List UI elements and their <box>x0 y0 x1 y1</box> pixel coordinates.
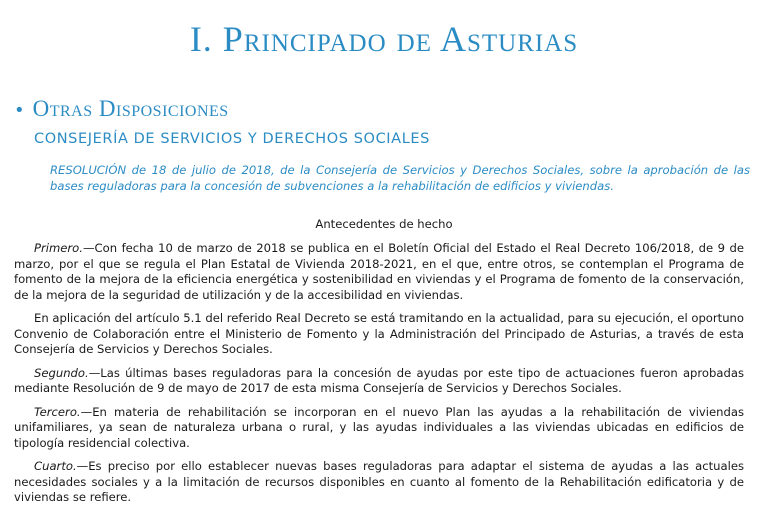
paragraph-aplicacion <box>14 311 744 358</box>
consejeria-title: CONSEJERÍA DE SERVICIOS Y DERECHOS SOCIALES <box>34 131 430 147</box>
section-title: I. Principado de Asturias <box>189 19 579 59</box>
subsection-heading <box>14 96 229 122</box>
paragraph-lead: Segundo. <box>34 365 89 380</box>
paragraph-text: —Es preciso por ello establecer nuevas bases reguladoras para adaptar el sistema de ayudas a las actuales necesidades sociales y a la limitación de recursos disponibles en cuanto al fomento de la Rehabilitación edificatoria y de viviendas se refiere. <box>14 459 744 504</box>
document-body <box>14 241 744 514</box>
paragraph-text: —Las últimas bases reguladoras para la concesión de ayudas por este tipo de actuaciones fueron aprobadas mediante Resolución de 9 de mayo de 2017 de esta misma Consejería de Servicios y Derechos Sociales. <box>14 365 744 395</box>
paragraph-lead: Tercero. <box>34 404 81 419</box>
paragraph-segundo <box>14 366 744 397</box>
resolucion-summary: RESOLUCIÓN de 18 de julio de 2018, de la Consejería de Servicios y Derechos Sociales, sobre la aprobación de las bases reguladoras para la concesión de subvenciones a la rehabilitación de edificios y viviendas. <box>50 163 750 193</box>
paragraph-text: —En materia de rehabilitación se incorporan en el nuevo Plan las ayudas a la rehabilitación de viviendas unifamiliares, ya sean de naturaleza urbana o rural, y las ayudas individuales a las viviendas ubicadas en edificios de tipología residencial colectiva. <box>14 404 744 450</box>
bullet-icon: • <box>14 100 25 121</box>
paragraph-lead: Cuarto. <box>34 459 77 473</box>
paragraph-tercero <box>14 405 744 452</box>
paragraph-text: En aplicación del artículo 5.1 del referido Real Decreto se está tramitando en la actualidad, para su ejecución, el oportuno Convenio de Colaboración entre el Ministerio de Fomento y la Administración del Principado de Asturias, a través de esta Consejería de Servicios y Derechos Sociales. <box>14 311 744 356</box>
paragraph-text: —Con fecha 10 de marzo de 2018 se publica en el Boletín Oficial del Estado el Real Decreto 106/2018, de 9 de marzo, por el que se regula el Plan Estatal de Vivienda 2018-2021, en el que, entre otros, se contemplan el Programa de fomento de la mejora de la eficiencia energética y sostenibilidad en viviendas y el Programa de fomento de la conservación, de la mejora de la seguridad de utilización y de la accesibilidad en viviendas. <box>14 241 744 302</box>
paragraph-cuarto <box>14 459 744 506</box>
paragraph-primero <box>14 241 744 303</box>
antecedentes-heading: Antecedentes de hecho <box>315 217 453 231</box>
subsection-title: Otras Disposiciones <box>32 96 229 121</box>
paragraph-lead: Primero. <box>34 241 83 255</box>
